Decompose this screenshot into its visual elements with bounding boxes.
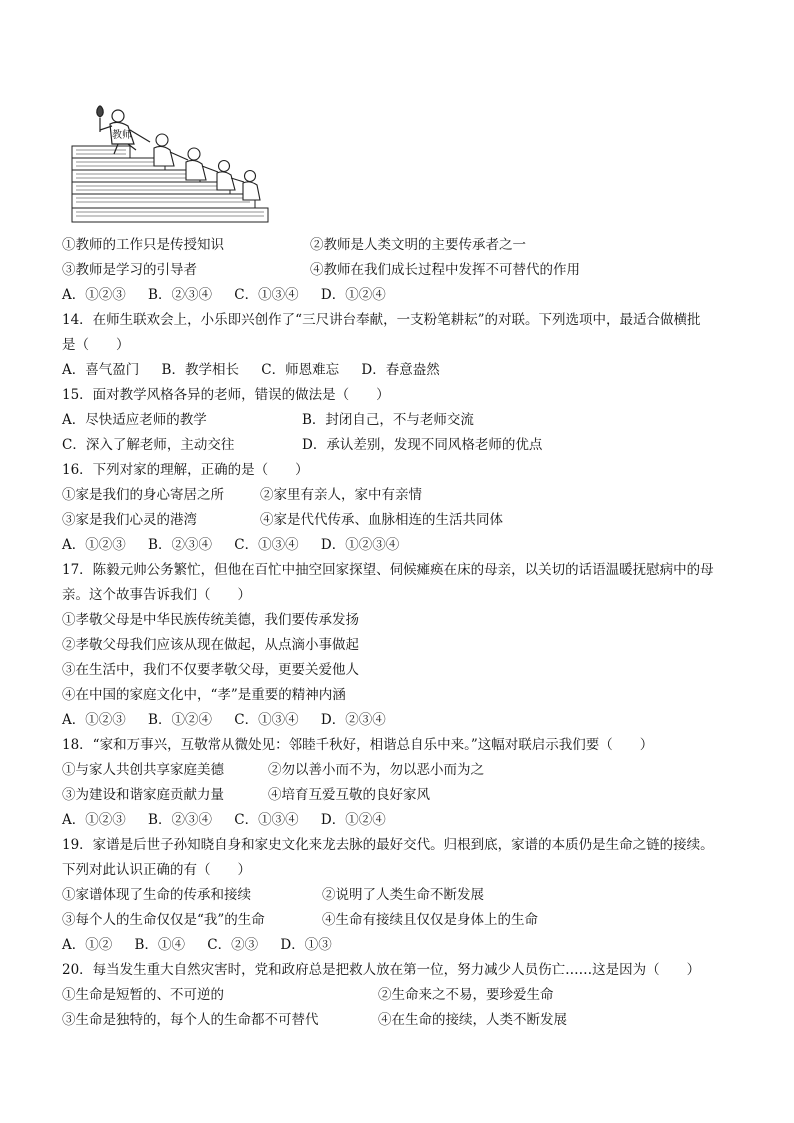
q20-stem: 20．每当发生重大自然灾害时，党和政府总是把救人放在第一位，努力减少人员伤亡……这是因为（ ） — [62, 962, 701, 978]
q13-statement-2: ②教师是人类文明的主要传承者之一 — [310, 237, 526, 253]
q17-option-c[interactable]: C．①③④ — [234, 712, 299, 728]
q17-option-a[interactable]: A．①②③ — [62, 712, 126, 728]
q13-statement-1: ①教师的工作只是传授知识 — [62, 237, 224, 253]
q19-option-b[interactable]: B．①④ — [134, 937, 185, 953]
q17-option-d[interactable]: D．②③④ — [320, 712, 386, 728]
q18-stem: 18．“家和万事兴，互敬常从微处见：邻睦千秋好，相谐总自乐中来。”这幅对联启示我们要（ ） — [62, 737, 654, 753]
q15-option-d[interactable]: D．承认差别，发现不同风格老师的优点 — [302, 437, 543, 453]
q17-stem-line-2: 亲。这个故事告诉我们（ ） — [62, 587, 251, 603]
q16-statement-2: ②家里有亲人，家中有亲情 — [260, 487, 422, 503]
q16-statement-4: ④家是代代传承、血脉相连的生活共同体 — [260, 512, 503, 528]
q19-stem-line-2: 下列对此认识正确的有（ ） — [62, 862, 251, 878]
q17-statement-2: ②孝敬父母我们应该从现在做起，从点滴小事做起 — [62, 637, 359, 653]
q20-statement-1: ①生命是短暂的、不可逆的 — [62, 987, 224, 1003]
q13-option-a[interactable]: A．①②③ — [62, 287, 126, 303]
q13-option-c[interactable]: C．①③④ — [234, 287, 299, 303]
q15-stem: 15．面对教学风格各异的老师，错误的做法是（ ） — [62, 387, 390, 403]
q18-statement-4: ④培育互爱互敬的良好家风 — [268, 787, 430, 803]
q14-option-a[interactable]: A．喜气盈门 — [62, 362, 140, 378]
q16-statement-3: ③家是我们心灵的港湾 — [62, 512, 197, 528]
q18-option-b[interactable]: B．②③④ — [148, 812, 212, 828]
q20-statement-2: ②生命来之不易，要珍爱生命 — [378, 987, 554, 1003]
q16-option-a[interactable]: A．①②③ — [62, 537, 126, 553]
q19-statement-1: ①家谱体现了生命的传承和接续 — [62, 887, 251, 903]
q16-options — [62, 536, 399, 554]
q19-option-c[interactable]: C．②③ — [207, 937, 259, 953]
q16-statement-1: ①家是我们的身心寄居之所 — [62, 487, 224, 503]
q13-option-d[interactable]: D．①②④ — [320, 287, 386, 303]
q14-option-b[interactable]: B．教学相长 — [161, 362, 239, 378]
q18-option-d[interactable]: D．①②④ — [320, 812, 386, 828]
q18-option-a[interactable]: A．①②③ — [62, 812, 126, 828]
q18-option-c[interactable]: C．①③④ — [234, 812, 299, 828]
q15-option-a[interactable]: A．尽快适应老师的教学 — [62, 412, 207, 428]
q19-option-a[interactable]: A．①② — [62, 937, 113, 953]
q16-option-b[interactable]: B．②③④ — [148, 537, 212, 553]
q20-statement-3: ③生命是独特的，每个人的生命都不可替代 — [62, 1012, 319, 1028]
q19-statement-4: ④生命有接续且仅仅是身体上的生命 — [322, 912, 538, 928]
q18-options — [62, 811, 386, 829]
q14-option-d[interactable]: D．春意盎然 — [361, 362, 440, 378]
q17-statement-1: ①孝敬父母是中华民族传统美德，我们要传承发扬 — [62, 612, 359, 628]
q19-statement-2: ②说明了人类生命不断发展 — [322, 887, 484, 903]
q13-statement-3: ③教师是学习的引导者 — [62, 262, 197, 278]
q19-statement-3: ③每个人的生命仅仅是“我”的生命 — [62, 912, 265, 928]
q15-option-b[interactable]: B．封闭自己，不与老师交流 — [302, 412, 474, 428]
q17-stem-line-1: 17．陈毅元帅公务繁忙，但他在百忙中抽空回家探望、伺候瘫痪在床的母亲，以关切的话语温暖抚慰病中的母 — [62, 562, 714, 578]
teacher-leading-students-illustration — [70, 96, 270, 224]
q16-option-c[interactable]: C．①③④ — [234, 537, 299, 553]
q15-option-c[interactable]: C．深入了解老师，主动交往 — [62, 437, 235, 453]
q17-statement-3: ③在生活中，我们不仅要孝敬父母，更要关爱他人 — [62, 662, 359, 678]
q20-statement-4: ④在生命的接续，人类不断发展 — [378, 1012, 567, 1028]
q13-options — [62, 286, 386, 304]
q18-statement-2: ②勿以善小而不为，勿以恶小而为之 — [268, 762, 484, 778]
q14-stem-line-1: 14．在师生联欢会上，小乐即兴创作了“三尺讲台奉献，一支粉笔耕耘”的对联。下列选项中，最适合做横批 — [62, 312, 701, 328]
q14-options — [62, 361, 440, 379]
q19-stem-line-1: 19．家谱是后世子孙知晓自身和家史文化来龙去脉的最好交代。归根到底，家谱的本质仍是生命之链的接续。 — [62, 837, 714, 853]
q17-options — [62, 711, 386, 729]
q19-option-d[interactable]: D．①③ — [280, 937, 332, 953]
q19-options — [62, 936, 332, 954]
q18-statement-1: ①与家人共创共享家庭美德 — [62, 762, 224, 778]
q16-option-d[interactable]: D．①②③④ — [320, 537, 400, 553]
q14-stem-line-2: 是（ ） — [62, 337, 130, 353]
q17-option-b[interactable]: B．①②④ — [148, 712, 212, 728]
q18-statement-3: ③为建设和谐家庭贡献力量 — [62, 787, 224, 803]
q14-option-c[interactable]: C．师恩难忘 — [261, 362, 340, 378]
q16-stem: 16．下列对家的理解，正确的是（ ） — [62, 462, 309, 478]
illustration-label: 教师 — [112, 130, 132, 141]
q13-option-b[interactable]: B．②③④ — [148, 287, 212, 303]
q17-statement-4: ④在中国的家庭文化中，“孝”是重要的精神内涵 — [62, 687, 346, 703]
q13-statement-4: ④教师在我们成长过程中发挥不可替代的作用 — [310, 262, 580, 278]
